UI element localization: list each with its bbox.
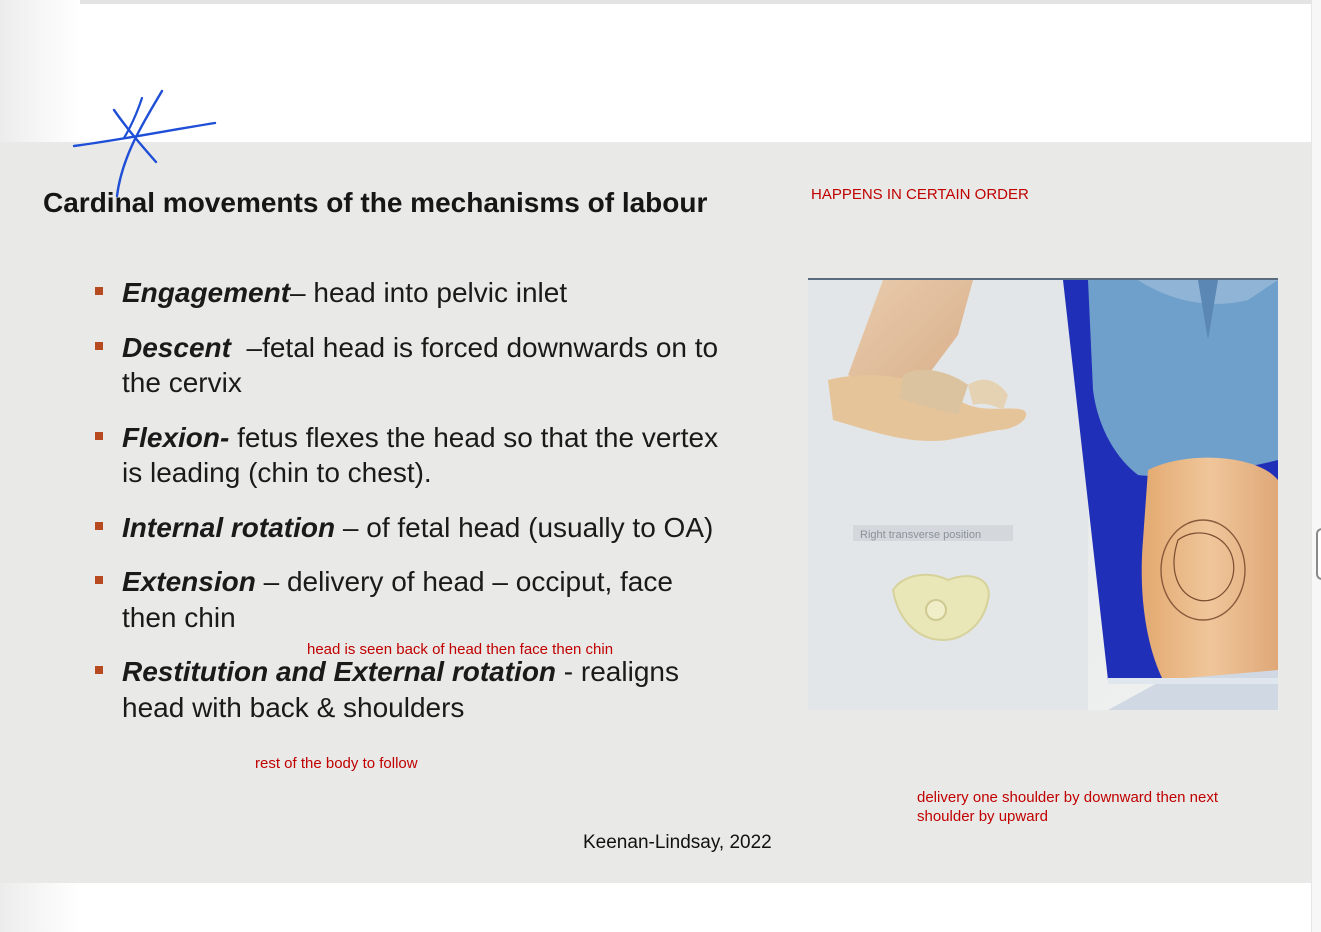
list-item-engagement — [95, 275, 735, 311]
list-item-extension — [95, 564, 735, 635]
bullet-text: – head into pelvic inlet — [290, 277, 568, 308]
bullet-term: Descent — [122, 331, 231, 363]
list-item-internal-rotation — [95, 510, 735, 546]
list-item-flexion — [95, 420, 735, 491]
bullet-term: Flexion- — [122, 421, 230, 453]
square-bullet-icon — [95, 432, 103, 440]
square-bullet-icon — [95, 666, 103, 674]
square-bullet-icon — [95, 576, 103, 584]
list-item-restitution — [95, 654, 735, 725]
list-item-descent — [95, 330, 735, 401]
bullet-term: Engagement — [122, 277, 291, 308]
square-bullet-icon — [95, 342, 103, 350]
photo-caption: Right transverse position — [860, 529, 982, 541]
panel-handle-icon[interactable] — [1316, 528, 1321, 580]
order-annotation: HAPPENS IN CERTAIN ORDER — [811, 186, 1029, 203]
citation: Keenan-Lindsay, 2022 — [583, 832, 772, 853]
square-bullet-icon — [95, 287, 103, 295]
bullet-term: Restitution and External rotation — [122, 656, 557, 687]
movements-list — [95, 275, 735, 744]
head-annotation: head is seen back of head then face then chin — [307, 641, 614, 658]
labour-photo — [808, 278, 1278, 710]
bullet-term: Internal rotation — [122, 511, 336, 543]
bullet-text: –fetal head is forced downwards on to the cervix — [122, 331, 726, 398]
bullet-term: Extension — [122, 566, 256, 597]
slide-title: Cardinal movements of the mechanisms of labour — [43, 187, 708, 218]
square-bullet-icon — [95, 522, 103, 530]
bullet-text: – delivery of head – occiput, face then chin — [122, 566, 673, 633]
bullet-text: - realigns head with back & shoulders — [122, 656, 679, 723]
top-divider — [0, 0, 1311, 4]
shoulder-annotation: delivery one shoulder by downward then next shoulder by upward — [917, 789, 1219, 825]
bullet-text: – of fetal head (usually to OA) — [335, 511, 714, 543]
rest-annotation: rest of the body to follow — [255, 755, 418, 772]
bullet-text: fetus flexes the head so that the vertex is leading (chin to chest). — [122, 421, 719, 488]
right-scroll-edge — [1311, 0, 1321, 932]
